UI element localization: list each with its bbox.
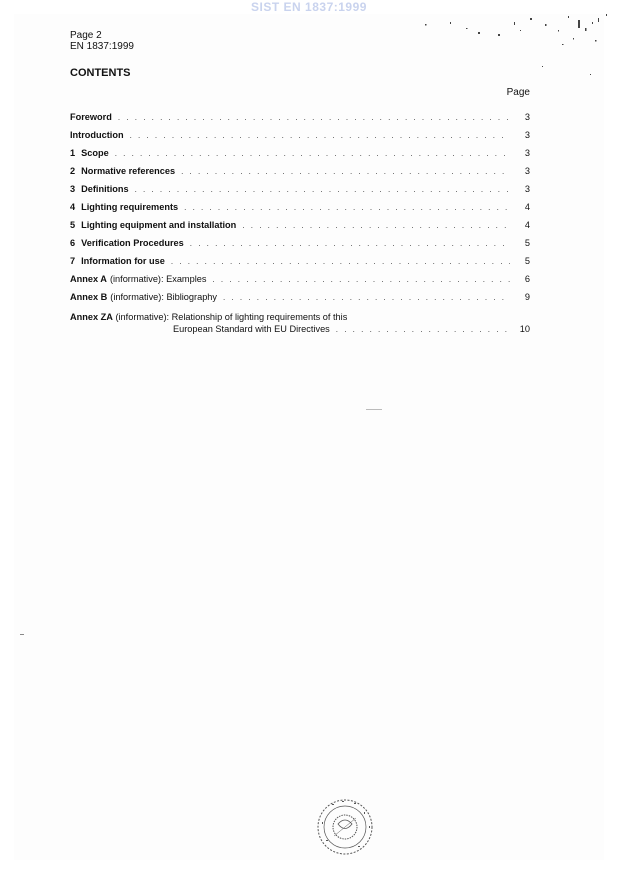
toc-leader (223, 293, 510, 302)
toc-leader (190, 239, 510, 248)
contents-heading: CONTENTS (70, 67, 131, 79)
toc-leader (212, 275, 510, 284)
toc-title: Lighting equipment and installation (81, 220, 237, 230)
scan-smudge (366, 409, 382, 410)
toc-page: 3 (524, 148, 530, 158)
toc-page: 5 (524, 256, 530, 266)
toc-row[interactable] (70, 274, 530, 292)
scan-mark (20, 634, 24, 635)
table-of-contents (70, 112, 530, 338)
toc-leader (171, 257, 510, 266)
toc-page: 3 (524, 166, 530, 176)
toc-title: Information for use (81, 256, 165, 266)
toc-page: 5 (524, 238, 530, 248)
toc-page: 3 (524, 130, 530, 140)
toc-row[interactable] (70, 184, 530, 202)
toc-row[interactable] (70, 220, 530, 238)
toc-section-number: 7 (70, 256, 76, 266)
scan-specks (420, 10, 610, 80)
watermark: SIST EN 1837:1999 (251, 0, 367, 14)
toc-page: 6 (524, 274, 530, 284)
toc-leader (181, 167, 510, 176)
page-column-label: Page (506, 87, 530, 98)
toc-note: (informative): Bibliography (110, 292, 218, 302)
toc-section-number: 5 (70, 220, 76, 230)
toc-leader (130, 131, 510, 140)
library-stamp (312, 796, 380, 858)
toc-page: 3 (524, 184, 530, 194)
toc-title: Annex B (70, 292, 108, 302)
toc-title: Introduction (70, 130, 124, 140)
toc-title: Foreword (70, 112, 112, 122)
toc-title: Definitions (81, 184, 129, 194)
toc-title: Lighting requirements (81, 202, 179, 212)
toc-row[interactable] (70, 112, 530, 130)
toc-row[interactable] (70, 148, 530, 166)
toc-note-continued: European Standard with EU Directives (173, 324, 330, 334)
toc-page: 9 (524, 292, 530, 302)
toc-leader (115, 149, 510, 158)
page-number: Page 2 (70, 30, 102, 41)
toc-section-number: 2 (70, 166, 76, 176)
toc-row[interactable] (70, 130, 530, 148)
toc-leader (242, 221, 510, 230)
toc-page: 10 (519, 324, 530, 334)
toc-title: Annex A (70, 274, 107, 284)
toc-leader (135, 185, 510, 194)
toc-row[interactable] (70, 166, 530, 184)
toc-title: Verification Procedures (81, 238, 184, 248)
toc-section-number: 4 (70, 202, 76, 212)
toc-leader (118, 113, 510, 122)
toc-section-number: 6 (70, 238, 76, 248)
toc-row[interactable] (70, 292, 530, 310)
toc-title: Annex ZA (70, 312, 113, 322)
toc-note: (informative): Examples (109, 274, 207, 284)
toc-leader (184, 203, 510, 212)
toc-note: (informative): Relationship of lighting requirements of this (115, 312, 348, 322)
toc-title: Normative references (81, 166, 176, 176)
toc-row[interactable] (70, 256, 530, 274)
toc-leader (336, 325, 510, 334)
toc-page: 4 (524, 202, 530, 212)
toc-row[interactable] (70, 238, 530, 256)
toc-page: 3 (524, 112, 530, 122)
toc-row[interactable] (70, 202, 530, 220)
toc-page: 4 (524, 220, 530, 230)
standard-id: EN 1837:1999 (70, 41, 134, 52)
toc-row-annex-za[interactable] (70, 312, 530, 338)
toc-title: Scope (81, 148, 109, 158)
page-header (70, 30, 134, 52)
toc-section-number: 1 (70, 148, 76, 158)
toc-section-number: 3 (70, 184, 76, 194)
